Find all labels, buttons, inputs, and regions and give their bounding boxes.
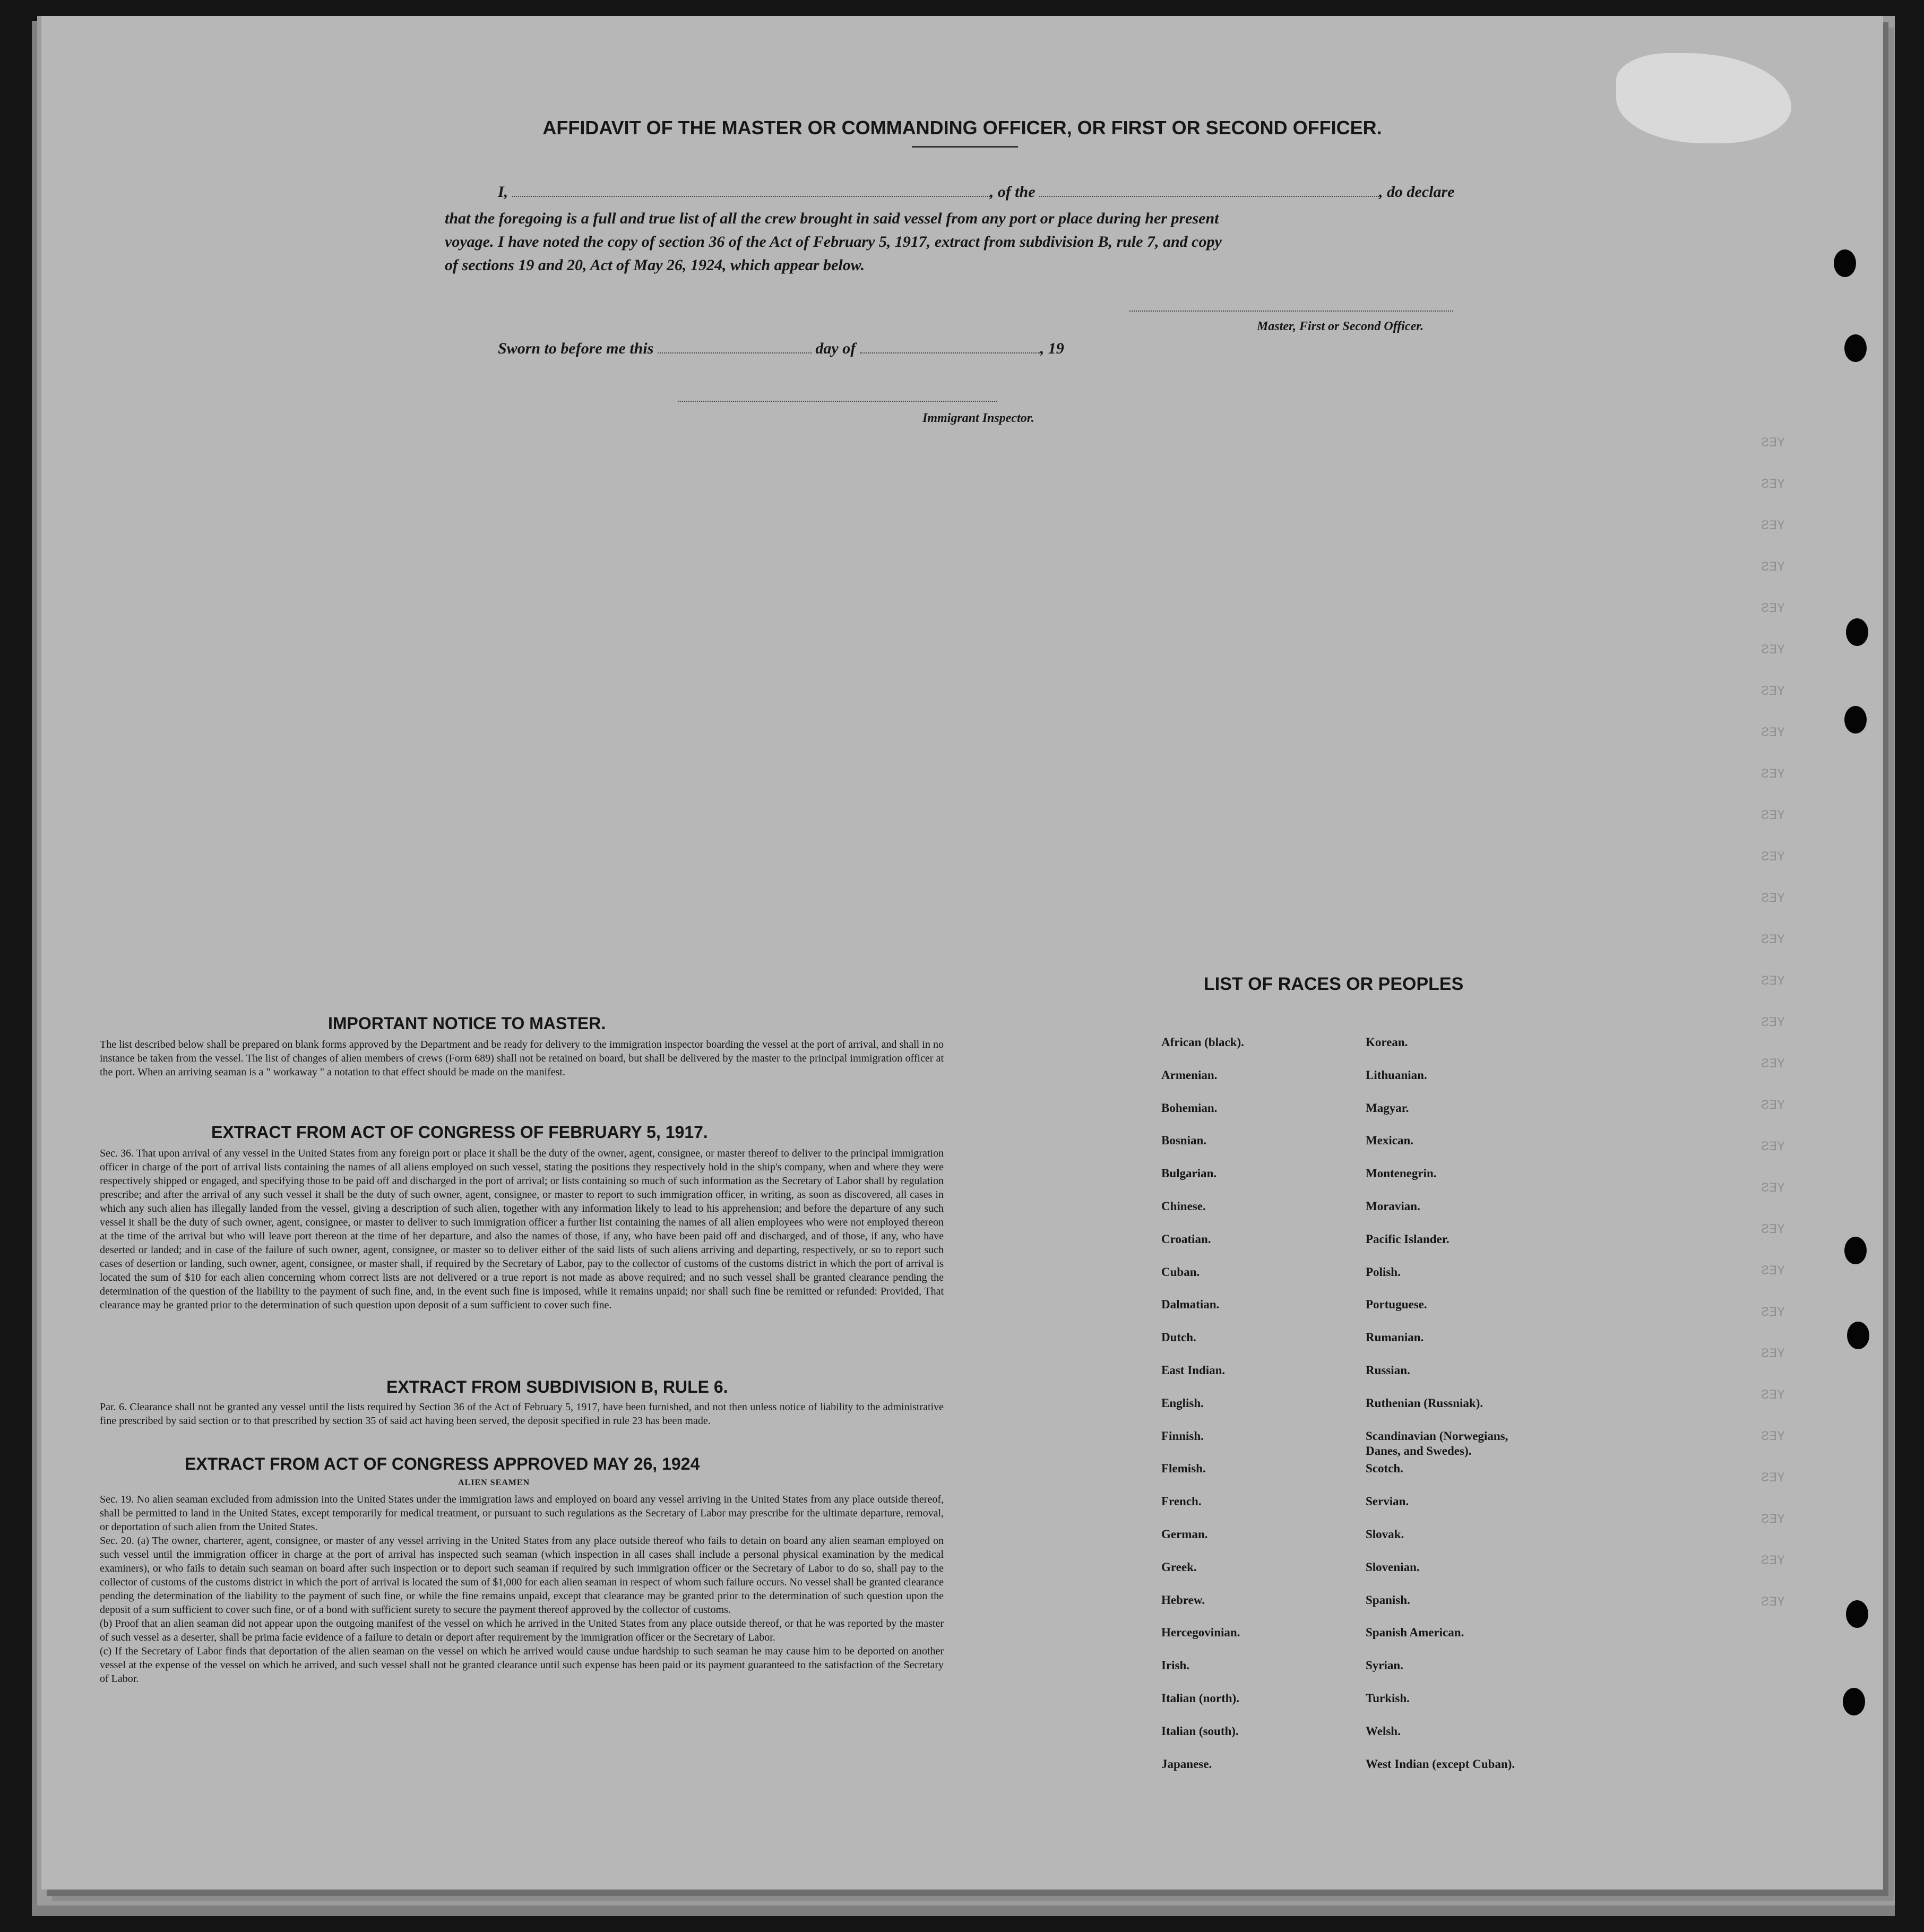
race-item: Hebrew. [1161, 1593, 1205, 1607]
signature-line[interactable] [1129, 310, 1453, 312]
sec-20a-text: Sec. 20. (a) The owner, charterer, agent, consignee, or master of any vessel arriving in the United States from any place outside thereof who fails to detain on board any alien seaman employed on such vessel until the immigration officer in charge at the port of arrival has inspected such seaman (which inspection in all cases shall include a personal physical examination by the medical examiners), or who fails to detain such seaman on board after such inspection or to deport such seaman if required by such immigration officer or the Secretary of Labor to do so, shall pay to the collector of customs of the customs district in which the port of arrival is located the sum of $1,000 for each alien seaman in respect of whom such failure occurs. No vessel shall be granted clearance pending the determination of the liability to the payment of such fine, or while the fine remains unpaid, except that clearance may be granted prior to the determination of such question upon the deposit of a sum sufficient to cover such fine, or of a bond with sufficient surety to secure the payment thereof approved by the collector of customs. [100, 1535, 944, 1616]
document-page [41, 16, 1883, 1890]
race-item: Slovenian. [1366, 1560, 1420, 1574]
bleed-through-entry: YES [1761, 1512, 1785, 1527]
race-item: Scandinavian (Norwegians, Danes, and Swedes). [1366, 1429, 1508, 1457]
race-item: Spanish. [1366, 1593, 1410, 1607]
sworn-day-field[interactable] [658, 352, 812, 353]
race-item: Finnish. [1161, 1429, 1204, 1443]
race-item: Japanese. [1161, 1757, 1212, 1771]
race-item: Servian. [1366, 1495, 1409, 1508]
extract-1924-title: EXTRACT FROM ACT OF CONGRESS APPROVED MAY 26, 1924 [185, 1454, 700, 1473]
extract-1917-title: EXTRACT FROM ACT OF CONGRESS OF FEBRUARY 5, 1917. [211, 1123, 708, 1142]
race-item: Lithuanian. [1366, 1068, 1427, 1082]
race-item: Hercegovinian. [1161, 1626, 1240, 1640]
bleed-through-entry: YES [1761, 932, 1785, 947]
bleed-through-entry: YES [1761, 725, 1785, 740]
punch-hole [1844, 1237, 1867, 1264]
bleed-through-entry: YES [1761, 642, 1785, 658]
race-item: Moravian. [1366, 1200, 1420, 1213]
races-title: LIST OF RACES OR PEOPLES [1204, 974, 1464, 994]
rule6-text: Par. 6. Clearance shall not be granted any vessel until the lists required by Section 36 of the Act of February 5, 1917, have been furnished, and not then unless notice of liability to the administrative fine prescribed by said section or to that prescribed by section 35 of said act having been served, the deposit specified in rule 23 has been made. [100, 1401, 944, 1427]
race-item: Slovak. [1366, 1528, 1404, 1541]
inspector-label: Immigrant Inspector. [922, 411, 1034, 425]
day-of-label: day of [815, 340, 856, 357]
year-label: , 19 [1040, 340, 1064, 357]
race-item: Portuguese. [1366, 1298, 1427, 1312]
race-item: Magyar. [1366, 1101, 1409, 1115]
race-item: Armenian. [1161, 1068, 1218, 1082]
sec-19-text: Sec. 19. No alien seaman excluded from admission into the United States under the immigration laws and employed on board any vessel arriving in the United States from any place outside thereof, shall be permitted to land in the United States, except temporarily for medical treatment, or pursuant to such regulations as the Secretary of Labor may prescribe for the ultimate departure, removal, or deportation of such alien from the United States. [100, 1494, 944, 1533]
race-item: Spanish American. [1366, 1626, 1464, 1640]
vessel-field[interactable] [1039, 196, 1379, 197]
race-item: Polish. [1366, 1265, 1401, 1279]
bleed-through-entry: YES [1761, 1594, 1785, 1610]
affidavit-title: AFFIDAVIT OF THE MASTER OR COMMANDING OFFICER, OR FIRST OR SECOND OFFICER. [542, 117, 1382, 139]
sworn-line [498, 340, 1064, 358]
bleed-through-entry: YES [1761, 808, 1785, 823]
extract-1917-text: Sec. 36. That upon arrival of any vessel in the United States from any foreign port or place it shall be the duty of the owner, agent, consignee, or master thereof to deliver to the principal immigration officer in charge of the port of arrival lists containing the names of all aliens employed on such vessel, stating the positions they respectively hold in the ship's company, when and where they were respectively shipped or engaged, and specifying those to be paid off and discharged in the port of arrival; or lists containing so much of such information as the Secretary of Labor shall by regulation prescribe; and after the arrival of any such vessel it shall be the duty of such owner, agent, consignee, or master to report to such immigration officer, in writing, as soon as discovered, all cases in which any such alien has illegally landed from the vessel, giving a description of such alien, together with any information likely to lead to his apprehension; and before the departure of any such vessel it shall be the duty of such owner, agent, consignee, or master to deliver to such immigration officer a further list containing the names of all alien employees who were not employed thereon at the time of the arrival but who will leave port thereon at the time of her departure, and also the names of those, if any, who have been paid off and discharged, and of those, if any, who have deserted or landed; and in case of the failure of such owner, agent, consignee, or master so to deliver either of the said lists of such aliens arriving and departing, respectively, or so to report such cases of desertion or landing, such owner, agent, consignee, or master shall, if required by the Secretary of Labor, pay to the collector of customs of the customs district in which the port of arrival is located the sum of $10 for each alien concerning whom correct lists are not delivered or a true report is not made as above required; and no such vessel shall be granted clearance pending the determination of the question of the liability to the payment of such fine, and, in the event such fine is imposed, while it remains unpaid; nor shall such fine be remitted or refunded: Provided, That clearance may be granted prior to the determination of such question upon deposit of a sum sufficient to cover such fine. [100, 1148, 944, 1311]
race-item: Syrian. [1366, 1659, 1403, 1672]
race-item: West Indian (except Cuban). [1366, 1757, 1515, 1771]
punch-hole [1844, 706, 1867, 734]
declaration-line [498, 183, 1454, 201]
race-item: Montenegrin. [1366, 1167, 1437, 1180]
race-item: Bulgarian. [1161, 1167, 1217, 1180]
race-item: Croatian. [1161, 1232, 1211, 1246]
bleed-through-entry: YES [1761, 1139, 1785, 1154]
sworn-month-field[interactable] [860, 352, 1040, 353]
bleed-through-entry: YES [1761, 435, 1785, 451]
statement-line-3: of sections 19 and 20, Act of May 26, 1924, which appear below. [445, 256, 865, 274]
bleed-through-entry: YES [1761, 891, 1785, 906]
bleed-through-entry: YES [1761, 1222, 1785, 1237]
notice-title: IMPORTANT NOTICE TO MASTER. [328, 1014, 606, 1033]
race-item: East Indian. [1161, 1364, 1226, 1377]
bleed-through-entry: YES [1761, 973, 1785, 989]
bleed-through-entry: YES [1761, 1470, 1785, 1486]
bleed-through-entry: YES [1761, 1263, 1785, 1279]
race-item: Russian. [1366, 1364, 1410, 1377]
rule6-title: EXTRACT FROM SUBDIVISION B, RULE 6. [386, 1377, 728, 1396]
race-item: Rumanian. [1366, 1331, 1424, 1344]
i-label: I, [498, 183, 508, 201]
extract-1924-body [100, 1493, 944, 1686]
race-item: Bohemian. [1161, 1101, 1218, 1115]
race-item: African (black). [1161, 1036, 1244, 1049]
bleed-through-entry: YES [1761, 601, 1785, 616]
punch-hole [1847, 1322, 1869, 1349]
notice-text: The list described below shall be prepared on blank forms approved by the Department and be ready for delivery to the immigration inspector boarding the vessel at the port of arrival, and shall in no instance be taken from the vessel. The list of changes of alien members of crews (Form 689) shall not be retained on board, but shall be delivered by the master to the principal immigration officer at the port. When an arriving seaman is a " workaway " a notation to that effect should be made on the manifest. [100, 1039, 944, 1078]
punch-hole [1844, 334, 1867, 362]
of-the-label: , of the [989, 183, 1036, 201]
punch-hole [1846, 1600, 1868, 1628]
race-item: Italian (north). [1161, 1692, 1239, 1705]
bleed-through-entry: YES [1761, 559, 1785, 575]
race-item: Greek. [1161, 1560, 1197, 1574]
race-item: Ruthenian (Russniak). [1366, 1396, 1483, 1410]
bleed-through-entry: YES [1761, 1553, 1785, 1568]
sec-20b-text: (b) Proof that an alien seaman did not appear upon the outgoing manifest of the vessel on which he arrived in the United States from any place outside thereof, or that he was reported by the master of such vessel as a deserter, shall be prima facie evidence of a failure to detain or deport after requirement by the immigration officer or the Secretary of Labor. [100, 1618, 944, 1643]
race-item: Korean. [1366, 1036, 1408, 1049]
race-item: Irish. [1161, 1659, 1190, 1672]
bleed-through-entry: YES [1761, 477, 1785, 492]
bleed-through-entry: YES [1761, 1015, 1785, 1030]
race-item: Italian (south). [1161, 1724, 1239, 1738]
bleed-through-entry: YES [1761, 1387, 1785, 1403]
punch-hole [1834, 249, 1856, 277]
title-underline [912, 146, 1018, 148]
sworn-label: Sworn to before me this [498, 340, 654, 357]
bleed-through-entry: YES [1761, 1429, 1785, 1444]
bleed-through-entry: YES [1761, 1305, 1785, 1320]
race-item: English. [1161, 1396, 1204, 1410]
do-declare-label: , do declare [1379, 183, 1455, 201]
race-item: German. [1161, 1528, 1208, 1541]
bleed-through-entry: YES [1761, 766, 1785, 782]
punch-hole [1843, 1688, 1865, 1715]
bleed-through-entry: YES [1761, 1346, 1785, 1361]
race-item: Scotch. [1366, 1462, 1403, 1476]
race-item: Dutch. [1161, 1331, 1196, 1344]
race-item: French. [1161, 1495, 1202, 1508]
punch-hole [1846, 618, 1868, 646]
extract-1924-subtitle: ALIEN SEAMEN [458, 1478, 530, 1487]
race-item: Mexican. [1366, 1134, 1414, 1148]
race-item: Bosnian. [1161, 1134, 1207, 1148]
statement-line-1: that the foregoing is a full and true list of all the crew brought in said vessel from any port or place during her present [445, 210, 1219, 227]
race-item: Turkish. [1366, 1692, 1410, 1705]
inspector-signature-line[interactable] [678, 401, 997, 402]
bleed-through-entry: YES [1761, 849, 1785, 865]
race-item: Welsh. [1366, 1724, 1401, 1738]
race-item: Pacific Islander. [1366, 1232, 1450, 1246]
name-field[interactable] [512, 196, 990, 197]
signature-label: Master, First or Second Officer. [1257, 320, 1424, 333]
bleed-through-entry: YES [1761, 1056, 1785, 1072]
statement [445, 207, 1222, 277]
bleed-through-entry: YES [1761, 518, 1785, 533]
race-item: Flemish. [1161, 1462, 1206, 1476]
bleed-through-entry: YES [1761, 684, 1785, 699]
statement-line-2: voyage. I have noted the copy of section 36 of the Act of February 5, 1917, extract from subdivision B, rule 7, and copy [445, 233, 1222, 251]
sec-20c-text: (c) If the Secretary of Labor finds that deportation of the alien seaman on the vessel on which he arrived would cause undue hardship to such seaman he may cause him to be deported on another vessel at the expense of the vessel on which he arrived, and such vessel shall not be granted clearance until such expense has been paid or its payment guaranteed to the satisfaction of the Secretary of Labor. [100, 1645, 944, 1685]
bleed-through-entry: YES [1761, 1098, 1785, 1113]
bleed-through-entry: YES [1761, 1180, 1785, 1196]
race-item: Chinese. [1161, 1200, 1206, 1213]
race-item: Dalmatian. [1161, 1298, 1220, 1312]
race-item: Cuban. [1161, 1265, 1200, 1279]
